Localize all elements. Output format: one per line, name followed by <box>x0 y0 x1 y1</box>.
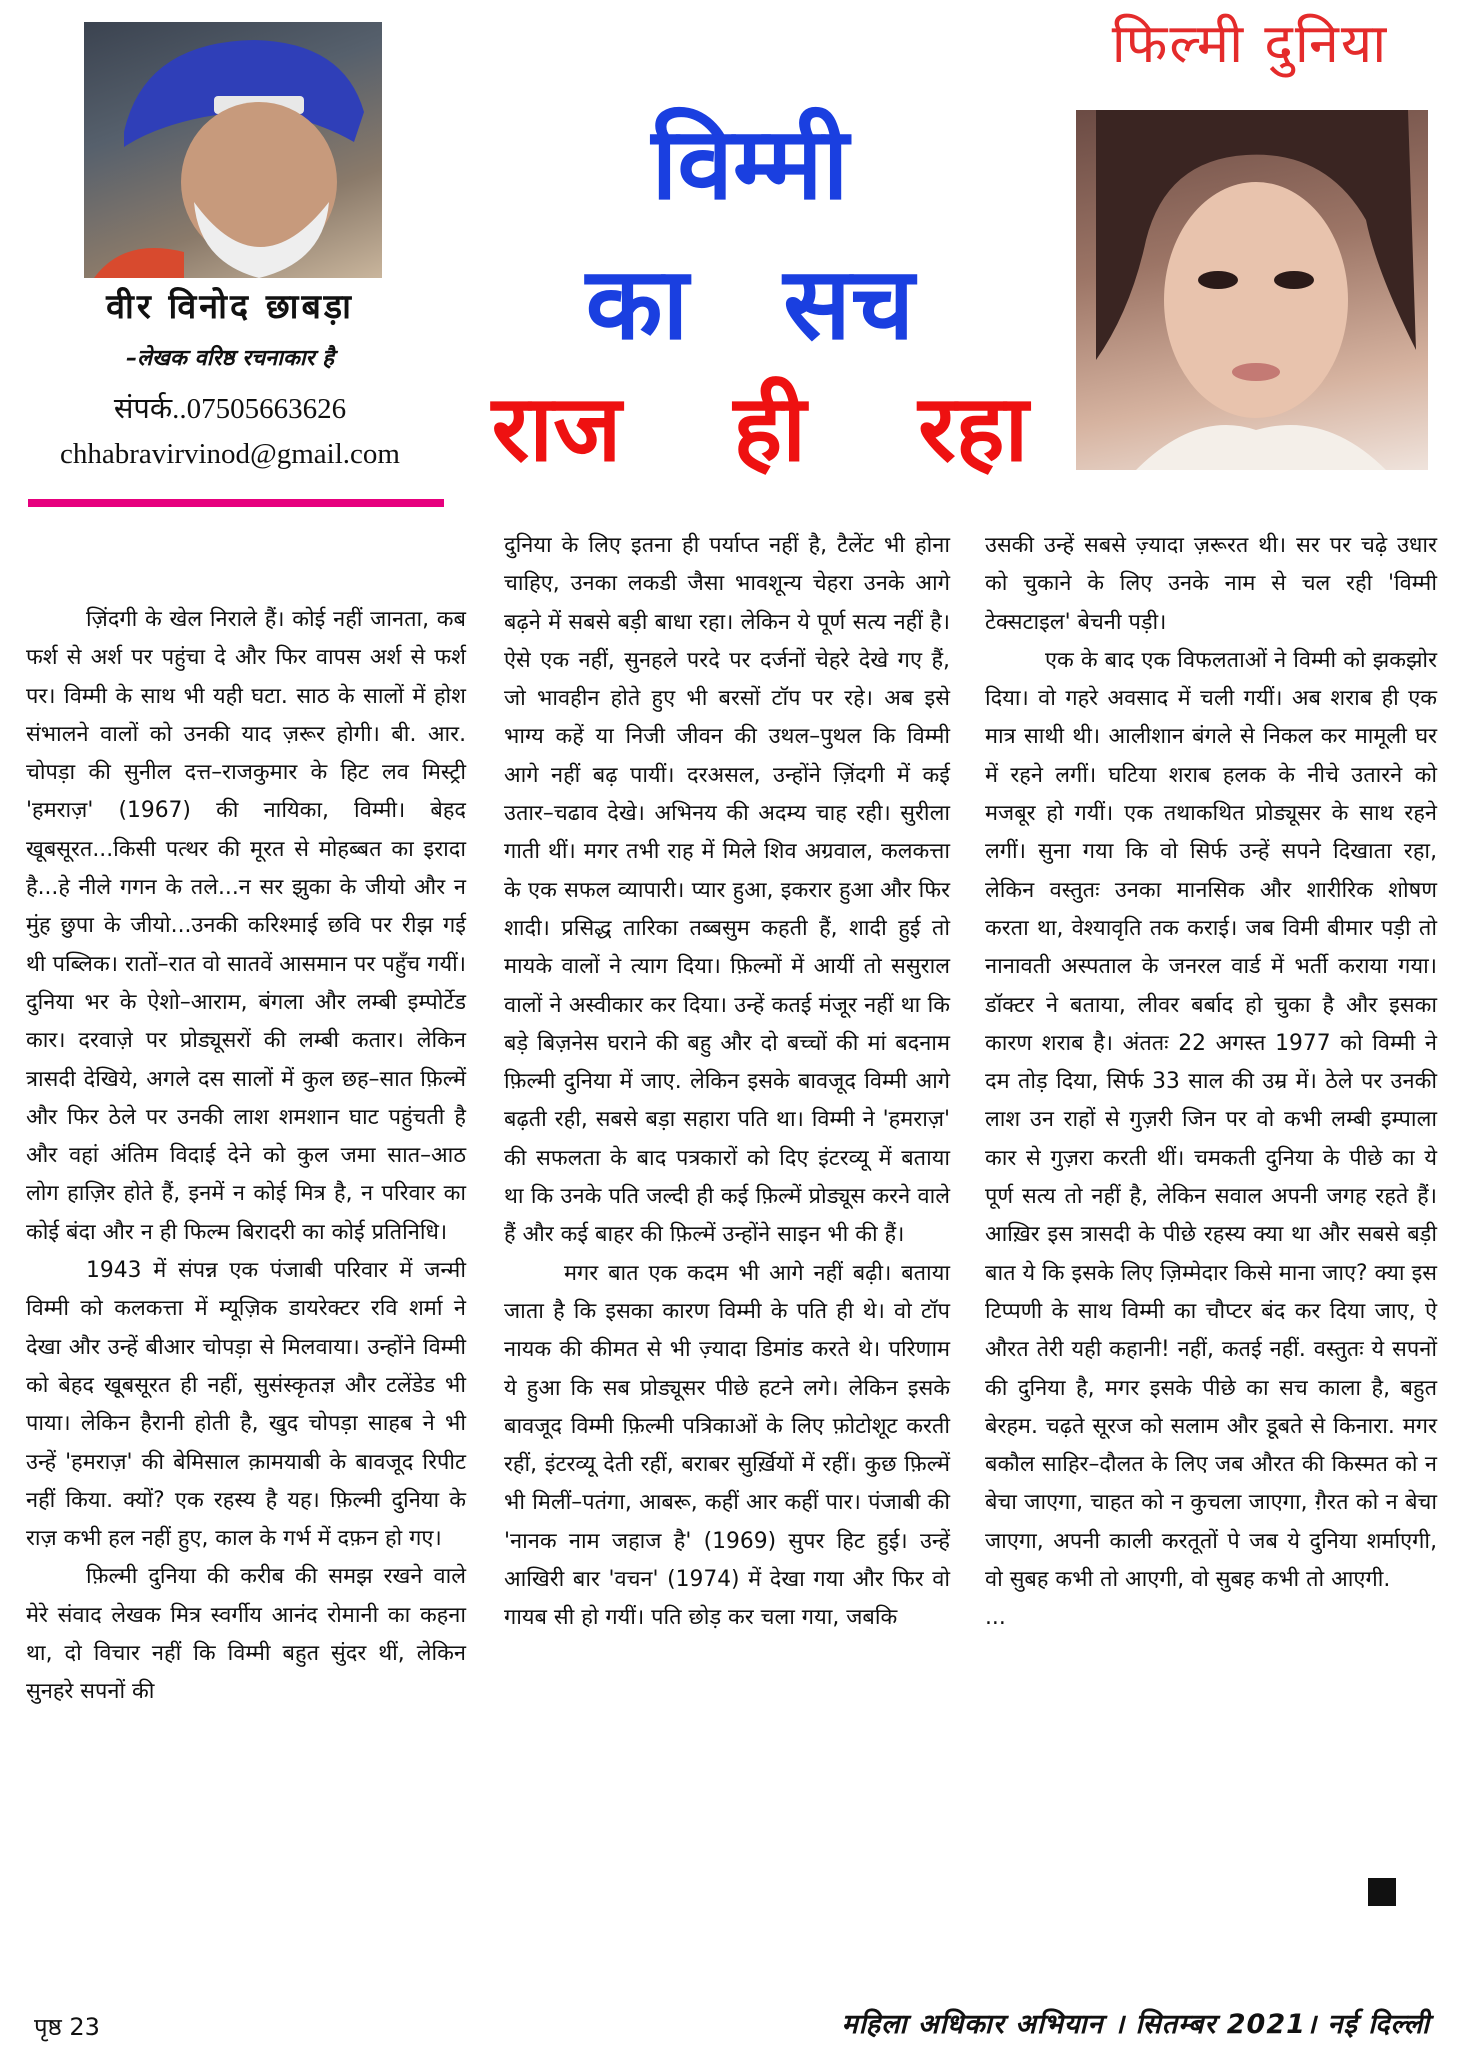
author-email: chhabravirvinod@gmail.com <box>60 438 400 470</box>
publication-footer: महिला अधिकार अभियान । सितम्बर 2021। नई दिल्ली <box>841 2009 1430 2040</box>
article-column-3 <box>985 527 1437 1638</box>
page-number: पृष्ठ 23 <box>34 2013 100 2041</box>
paragraph: फ़िल्मी दुनिया की करीब की समझ रखने वाले मेरे संवाद लेखक मित्र स्वर्गीय आनंद रोमानी का कहना था, दो विचार नहीं कि विम्मी बहुत सुंदर थीं, लेकिन सुनहरे सपनों की <box>26 1564 466 1705</box>
actress-photo <box>1076 110 1428 470</box>
ellipsis: ... <box>985 1605 1006 1631</box>
author-contact: संपर्क..07505663626 <box>113 393 347 425</box>
paragraph: 1943 में संपन्न एक पंजाबी परिवार में जन्मी विम्मी को कलकत्ता में म्यूज़िक डायरेक्टर रवि शर्मा ने देखा और उन्हें बीआर चोपड़ा से मिलवाया। उन्होंने विम्मी को बेहद खूबसूरत ही नहीं, सुसंस्कृतज्ञ और टलेंडेड भी पाया। लेकिन हैरानी होती है, खुद चोपड़ा साहब ने भी उन्हें 'हमराज़' की बेमिसाल क़ामयाबी के बावजूद रिपीट नहीं किया. क्यों? एक रहस्य है यह। फ़िल्मी दुनिया के राज़ कभी हल नहीं हुए, काल के गर्भ में दफ़न हो गए। <box>26 1258 466 1552</box>
divider-rule <box>28 499 444 507</box>
paragraph: मगर बात एक कदम भी आगे नहीं बढ़ी। बताया जाता है कि इसका कारण विम्मी के पति ही थे। वो टॉप नायक की कीमत से भी ज़्यादा डिमांड करते थे। परिणाम ये हुआ कि सब प्रोड्यूसर पीछे हटने लगे। लेकिन इसके बावजूद विम्मी फ़िल्मी पत्रिकाओं के लिए फ़ोटोशूट करती रहीं, इंटरव्यू देती रहीं, बराबर सुर्ख़ियों में रहीं। कुछ फ़िल्में भी मिलीं–पतंगा, आबरू, कहीं आर कहीं पार। पंजाबी की 'नानक नाम जहाज है' (1969) सुपर हिट हुई। उन्हें आखिरी बार 'वचन' (1974) में देखा गया और फिर वो गायब सी हो गयीं। पति छोड़ कर चला गया, जबकि <box>504 1260 950 1631</box>
paragraph: एक के बाद एक विफलताओं ने विम्मी को झकझोर दिया। वो गहरे अवसाद में चली गयीं। अब शराब ही एक मात्र साथी थी। आलीशान बंगले से निकल कर मामूली घर में रहने लगीं। घटिया शराब हलक के नीचे उतारने को मजबूर हो गयीं। एक तथाकथित प्रोड्यूसर के साथ रहने लगीं। सुना गया कि वो सिर्फ उन्हें सपने दिखाता रहा, लेकिन वस्तुतः उनका मानसिक और शारीरिक शोषण करता था, वेश्यावृति तक कराई। जब विमी बीमार पड़ी तो नानावती अस्पताल के जनरल वार्ड में भर्ती कराया गया। डॉक्टर ने बताया, लीवर बर्बाद हो चुका है और इसका कारण शराब है। अंततः 22 अगस्त 1977 को विम्मी ने दम तोड़ दिया, सिर्फ 33 साल की उम्र में। ठेले पर उनकी लाश उन राहों से गुज़री जिन पर वो कभी लम्बी इम्पाला कार से गुज़रा करती थीं। चमकती दुनिया के पीछे का ये पूर्ण सत्य तो नहीं है, लेकिन सवाल अपनी जगह रहते हैं। आख़िर इस त्रासदी के पीछे रहस्य क्या था और सबसे बड़ी बात ये कि इसके लिए ज़िम्मेदार किसे माना जाए? क्या इस टिप्पणी के साथ विम्मी का चौप्टर बंद कर दिया जाए, ऐ औरत तेरी यही कहानी! नहीं, कतई नहीं. वस्तुतः ये सपनों की दुनिया है, मगर इसके पीछे का सच काला है, बहुत बेरहम. चढ़ते सूरज को सलाम और डूबते से किनारा. मगर बकौल साहिर–दौलत के लिए जब औरत की किस्मत को न बेचा जाएगा, चाहत को न कुचला जाएगा, ग़ैरत को न बेचा जाएगा, अपनी काली करतूतों पे जब ये दुनिया शर्माएगी, वो सुबह कभी तो आएगी, वो सुबह कभी तो आएगी. <box>985 647 1437 1593</box>
headline-line-2: का सच <box>585 245 915 362</box>
author-name: वीर विनोद छाबड़ा <box>106 287 354 327</box>
paragraph: दुनिया के लिए इतना ही पर्याप्त नहीं है, टैलेंट भी होना चाहिए, उनका लकडी जैसा भावशून्य चेहरा उनके आगे बढ़ने में सबसे बड़ी बाधा रहा। लेकिन ये पूर्ण सत्य नहीं है। ऐसे एक नहीं, सुनहले परदे पर दर्जनों चेहरे देखे गए हैं, जो भावहीन होते हुए भी बरसों टॉप पर रहे। अब इसे भाग्य कहें या निजी जीवन की उथल–पुथल कि विम्मी आगे नहीं बढ़ पायीं। दरअसल, उन्होंने ज़िंदगी में कई उतार–चढाव देखे। अभिनय की अदम्य चाह रही। सुरीला गाती थीं। मगर तभी राह में मिले शिव अग्रवाल, कलकत्ता के एक सफल व्यापारी। प्यार हुआ, इकरार हुआ और फिर शादी। प्रसिद्ध तारिका तब्बसुम कहती हैं, शादी हुई तो मायके वालों ने त्याग दिया। फ़िल्मों में आयीं तो ससुराल वालों ने अस्वीकार कर दिया। उन्हें कतई मंजूर नहीं था कि बड़े बिज़नेस घराने की बहु और दो बच्चों की मां बदनाम फ़िल्मी दुनिया में जाए. लेकिन इसके बावजूद विम्मी आगे बढ़ती रही, सबसे बड़ा सहारा पति था। विम्मी ने 'हमराज़' की सफलता के बाद पत्रकारों को दिए इंटरव्यू में बताया था कि उनके पति जल्दी ही कई फ़िल्में प्रोड्यूस करने वाले हैं और कई बाहर की फ़िल्में उन्होंने साइन भी की हैं। <box>504 533 950 1248</box>
end-mark-icon <box>1368 1878 1396 1906</box>
headline-line-3: राज ही रहा <box>491 375 1029 482</box>
article-column-1 <box>26 601 466 1712</box>
paragraph: ज़िंदगी के खेल निराले हैं। कोई नहीं जानता, कब फर्श से अर्श पर पहुंचा दे और फिर वापस अर्श से फर्श पर। विम्मी के साथ भी यही घटा. साठ के सालों में होश संभालने वालों को उनकी याद ज़रूर होगी। बी. आर. चोपड़ा की सुनील दत्त–राजकुमार के हिट लव मिस्ट्री 'हमराज़' (1967) की नायिका, विम्मी। बेहद खूबसूरत...किसी पत्थर की मूरत से मोहब्बत का इरादा है...हे नीले गगन के तले...न सर झुका के जीयो और न मुंह छुपा के जीयो...उनकी करिश्माई छवि पर रीझ गई थी पब्लिक। रातों–रात वो सातवें आसमान पर पहुँच गयीं। दुनिया भर के ऐशो–आराम, बंगला और लम्बी इम्पोर्टेड कार। दरवाज़े पर प्रोड्यूसरों की लम्बी कतार। लेकिन त्रासदी देखिये, अगले दस सालों में कुल छह–सात फ़िल्में और फिर ठेले पर उनकी लाश शमशान घाट पहुंचती है और वहां अंतिम विदाई देने को कुल जमा सात–आठ लोग हाज़िर होते हैं, इनमें न कोई मित्र है, न परिवार का कोई बंदा और न ही फिल्म बिरादरी का कोई प्रतिनिधि। <box>26 607 466 1245</box>
article-column-2 <box>504 527 950 1638</box>
paragraph: उसकी उन्हें सबसे ज़्यादा ज़रूरत थी। सर पर चढ़े उधार को चुकाने के लिए उनके नाम से चल रही 'विम्मी टेक्सटाइल' बेचनी पड़ी। <box>985 533 1437 635</box>
author-photo <box>84 22 382 278</box>
section-title: फिल्मी दुनिया <box>1111 12 1389 75</box>
headline-line-1: विम्मी <box>651 105 849 222</box>
author-role: –लेखक वरिष्ठ रचनाकार है <box>126 346 334 371</box>
